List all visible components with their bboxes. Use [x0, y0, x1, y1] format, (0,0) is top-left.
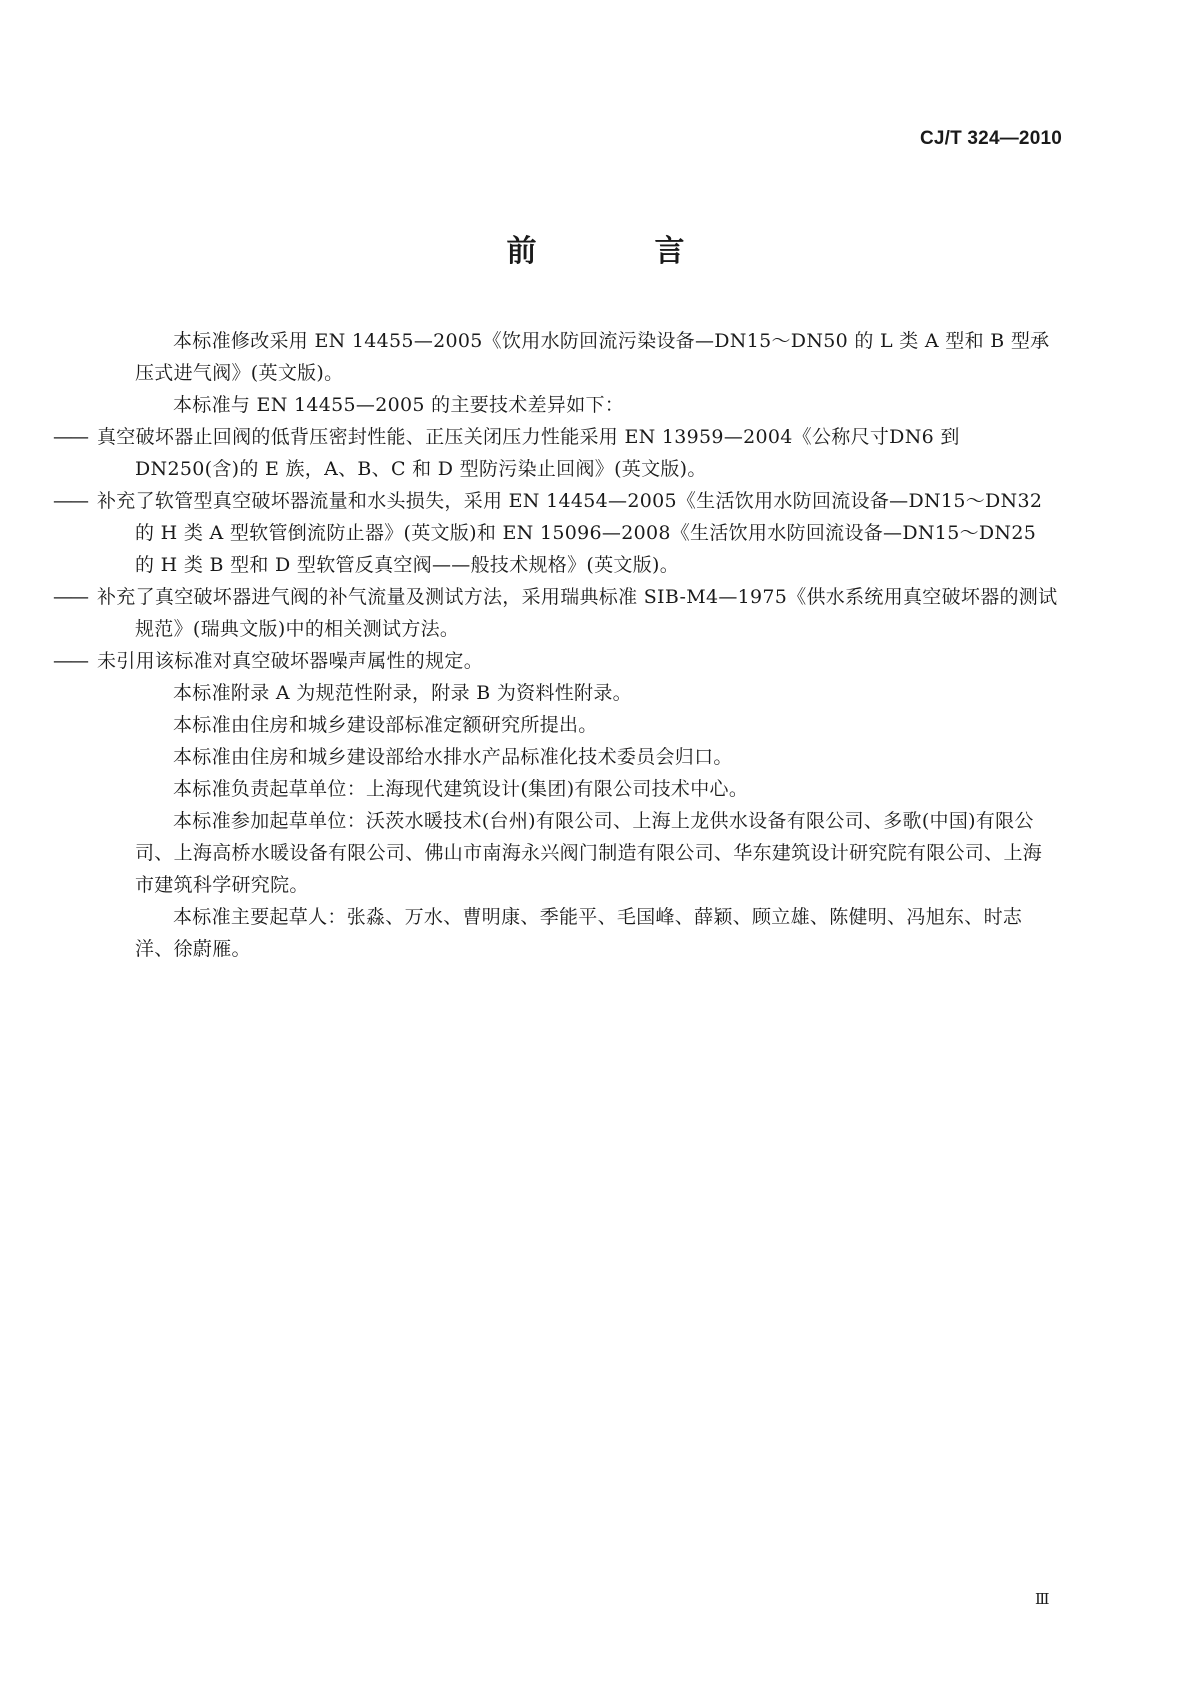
- list-item: [53, 645, 1060, 677]
- dash-marker: ——: [53, 426, 87, 448]
- dash-marker: ——: [53, 490, 87, 512]
- list-item: [53, 485, 1060, 581]
- page-title: 前 言: [506, 234, 729, 269]
- foreword-body: [53, 325, 1060, 965]
- paragraph-drafting-unit: 本标准负责起草单位：上海现代建筑设计(集团)有限公司技术中心。: [173, 778, 749, 800]
- paragraph-participating-units: 本标准参加起草单位：沃茨水暖技术(台州)有限公司、上海上龙供水设备有限公司、多歌(中国)有限公司、上海高桥水暖设备有限公司、佛山市南海永兴阀门制造有限公司、华东建筑设计研究院有限公司、上海市建筑科学研究院。: [135, 810, 1043, 896]
- list-item-text: 真空破坏器止回阀的低背压密封性能、正压关闭压力性能采用 EN 13959—2004《公称尺寸DN6 到 DN250(含)的 E 族，A、B、C 和 D 型防污染止回阀》(英文版)。: [97, 426, 960, 480]
- paragraph-drafters: 本标准主要起草人：张淼、万水、曹明康、季能平、毛国峰、薛颖、顾立雄、陈健明、冯旭东、时志洋、徐蔚雁。: [135, 906, 1023, 960]
- page-number: Ⅲ: [1035, 1590, 1050, 1608]
- list-item-text: 补充了真空破坏器进气阀的补气流量及测试方法，采用瑞典标准 SIB-M4—1975《供水系统用真空破坏器的测试规范》(瑞典文版)中的相关测试方法。: [97, 586, 1058, 640]
- paragraph-adoption: 本标准修改采用 EN 14455—2005《饮用水防回流污染设备—DN15～DN50 的 L 类 A 型和 B 型承压式进气阀》(英文版)。: [135, 330, 1050, 384]
- list-item: [53, 421, 1060, 485]
- list-item-text: 未引用该标准对真空破坏器噪声属性的规定。: [97, 650, 484, 672]
- paragraph-proposed-by: 本标准由住房和城乡建设部标准定额研究所提出。: [173, 714, 598, 736]
- paragraph-annex: 本标准附录 A 为规范性附录，附录 B 为资料性附录。: [173, 682, 632, 704]
- paragraph-differences-intro: 本标准与 EN 14455—2005 的主要技术差异如下：: [173, 394, 625, 416]
- dash-marker: ——: [53, 650, 87, 672]
- dash-marker: ——: [53, 586, 87, 608]
- paragraph-centralized-by: 本标准由住房和城乡建设部给水排水产品标准化技术委员会归口。: [173, 746, 733, 768]
- list-item-text: 补充了软管型真空破坏器流量和水头损失，采用 EN 14454—2005《生活饮用水防回流设备—DN15～DN32 的 H 类 A 型软管倒流防止器》(英文版)和 EN 15096—2008《生活饮用水防回流设备—DN15～DN25 的 H 类 B 型和 D 型软管反真空阀——般技术规格》(英文版)。: [97, 490, 1043, 576]
- standard-code: CJ/T 324—2010: [919, 128, 1062, 149]
- list-item: [53, 581, 1060, 645]
